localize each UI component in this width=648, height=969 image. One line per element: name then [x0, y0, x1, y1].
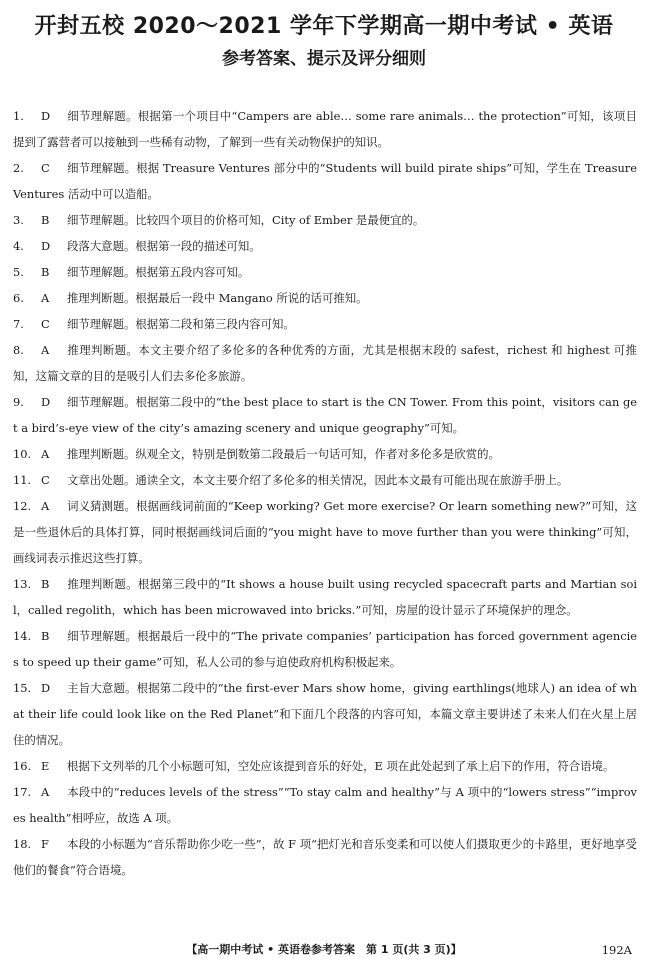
answer-head [13, 447, 67, 461]
answer-head [13, 499, 67, 513]
answer-item [13, 467, 637, 493]
answer-letter: B [41, 577, 50, 591]
answer-number: 16. [13, 759, 32, 773]
answer-letter: D [41, 681, 51, 695]
answer-head [13, 317, 67, 331]
answer-head [13, 161, 67, 175]
footer-code: 192A [601, 943, 632, 957]
answer-list [13, 103, 637, 883]
answer-explanation: 推理判断题。根据第三段中的“It shows a house built using recycled spacecraft parts and Martian soil，called regolith，which has been microwaved into bricks.”可知，房屋的设计显示了环境保护的理念。 [13, 577, 637, 617]
answer-head [13, 759, 67, 773]
answer-explanation: 细节理解题。根据第五段内容可知。 [67, 265, 250, 279]
answer-letter: A [41, 291, 50, 305]
answer-letter: B [41, 265, 50, 279]
answer-item [13, 311, 637, 337]
answer-item [13, 337, 637, 389]
answer-letter: F [41, 837, 49, 851]
answer-number: 6. [13, 291, 24, 305]
answer-number: 8. [13, 343, 24, 357]
answer-number: 18. [13, 837, 32, 851]
answer-item [13, 207, 637, 233]
answer-explanation: 细节理解题。根据 Treasure Ventures 部分中的“Students will build pirate ships”可知，学生在 Treasure Ventures 活动中可以造船。 [13, 161, 637, 201]
answer-head [13, 109, 67, 123]
answer-number: 17. [13, 785, 32, 799]
answer-number: 9. [13, 395, 24, 409]
answer-head [13, 291, 67, 305]
answer-letter: D [41, 395, 51, 409]
answer-explanation: 细节理解题。比较四个项目的价格可知，City of Ember 是最便宜的。 [67, 213, 425, 227]
answer-head [13, 681, 67, 695]
answer-letter: C [41, 317, 50, 331]
answer-number: 12. [13, 499, 32, 513]
answer-item [13, 441, 637, 467]
answer-head [13, 577, 67, 591]
answer-number: 11. [13, 473, 32, 487]
answer-item [13, 779, 637, 831]
answer-explanation: 段落大意题。根据第一段的描述可知。 [67, 239, 261, 253]
answer-explanation: 细节理解题。根据第二段中的“the best place to start is the CN Tower. From this point，visitors can get a bird’s-eye view of the city’s amazing scenery and unique geography”可知。 [13, 395, 637, 435]
page-title: 开封五校 2020～2021 学年下学期高一期中考试 • 英语 [34, 14, 614, 39]
answer-letter: A [41, 343, 50, 357]
answer-number: 7. [13, 317, 24, 331]
answer-item [13, 285, 637, 311]
answer-explanation: 本段中的“reduces levels of the stress”“To stay calm and healthy”与 A 项中的“lowers stress”“improves health”相呼应，故选 A 项。 [13, 785, 637, 825]
answer-number: 13. [13, 577, 32, 591]
answer-explanation: 根据下文列举的几个小标题可知，空处应该提到音乐的好处，E 项在此处起到了承上启下的作用，符合语境。 [67, 759, 615, 773]
answer-explanation: 词义猜测题。根据画线词前面的“Keep working? Get more exercise? Or learn something new?”可知，这是一些退休后的具体打算，同时根据画线词后面的“you might have to move further than you were thinking”可知，画线词表示推迟这些打算。 [13, 499, 637, 565]
answer-explanation: 推理判断题。根据最后一段中 Mangano 所说的话可推知。 [67, 291, 368, 305]
answer-number: 14. [13, 629, 32, 643]
answer-head [13, 213, 67, 227]
answer-letter: B [41, 213, 50, 227]
answer-letter: C [41, 473, 50, 487]
answer-letter: D [41, 109, 51, 123]
page-footer [0, 940, 648, 960]
answer-explanation: 细节理解题。根据第一个项目中“Campers are able… some rare animals… the protection”可知，该项目提到了露营者可以接触到一些稀有动物，了解到一些有关动物保护的知识。 [13, 109, 637, 149]
answer-item [13, 675, 637, 753]
answer-number: 3. [13, 213, 24, 227]
answer-item [13, 623, 637, 675]
answer-head [13, 395, 67, 409]
answer-item [13, 233, 637, 259]
footer-page-info: 【高一期中考试 • 英语卷参考答案 第 1 页(共 3 页)】 [186, 943, 462, 956]
answer-head [13, 265, 67, 279]
answer-item [13, 259, 637, 285]
answer-item [13, 389, 637, 441]
answer-explanation: 推理判断题。本文主要介绍了多伦多的各种优秀的方面，尤其是根据末段的 safest，richest 和 highest 可推知，这篇文章的目的是吸引人们去多伦多旅游。 [13, 343, 637, 383]
answer-letter: A [41, 447, 50, 461]
answer-head [13, 239, 67, 253]
answer-explanation: 推理判断题。纵观全文，特别是倒数第二段最后一句话可知，作者对多伦多是欣赏的。 [67, 447, 500, 461]
answer-letter: A [41, 785, 50, 799]
page-subtitle: 参考答案、提示及评分细则 [222, 49, 426, 69]
answer-head [13, 473, 67, 487]
answer-head [13, 837, 67, 851]
answer-item [13, 155, 637, 207]
answer-item [13, 831, 637, 883]
answer-letter: B [41, 629, 50, 643]
answer-number: 15. [13, 681, 32, 695]
answer-item [13, 571, 637, 623]
answer-item [13, 753, 637, 779]
answer-letter: A [41, 499, 50, 513]
answer-head [13, 629, 67, 643]
answer-explanation: 细节理解题。根据最后一段中的“The private companies’ participation has forced government agencies to speed up their game”可知，私人公司的参与迫使政府机构积极起来。 [13, 629, 637, 669]
answer-item [13, 103, 637, 155]
answer-head [13, 785, 67, 799]
answer-explanation: 细节理解题。根据第二段和第三段内容可知。 [67, 317, 295, 331]
answer-number: 1. [13, 109, 24, 123]
answer-explanation: 主旨大意题。根据第二段中的“the first-ever Mars show home，giving earthlings(地球人) an idea of what their life could look like on the Red Planet”和下面几个段落的内容可知，本篇文章主要讲述了未来人们在火星上居住的情况。 [13, 681, 637, 747]
answer-letter: D [41, 239, 51, 253]
answer-number: 5. [13, 265, 24, 279]
answer-explanation: 本段的小标题为“音乐帮助你少吃一些”，故 F 项“把灯光和音乐变柔和可以使人们摄取更少的卡路里，更好地享受他们的餐食”符合语境。 [13, 837, 637, 877]
answer-head [13, 343, 67, 357]
answer-letter: C [41, 161, 50, 175]
answer-item [13, 493, 637, 571]
answer-explanation: 文章出处题。通读全文，本文主要介绍了多伦多的相关情况，因此本文最有可能出现在旅游手册上。 [67, 473, 569, 487]
answer-number: 2. [13, 161, 24, 175]
answer-letter: E [41, 759, 50, 773]
answer-number: 10. [13, 447, 32, 461]
answer-number: 4. [13, 239, 24, 253]
